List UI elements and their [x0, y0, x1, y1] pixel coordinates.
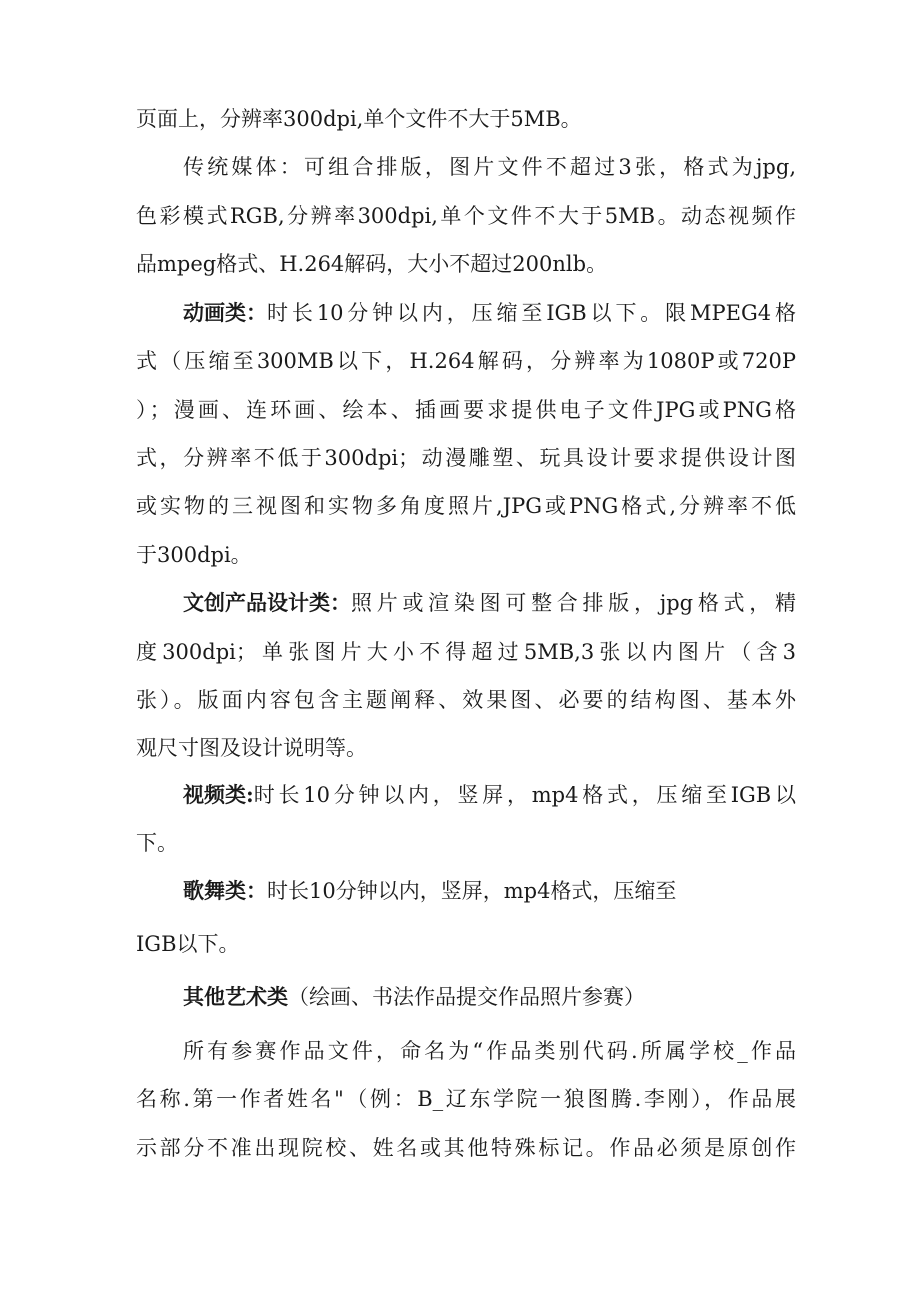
text-line: IGB以下。: [136, 932, 240, 956]
paragraph-other-first-line: [183, 982, 796, 1012]
section-heading-other: 其他艺术类: [183, 984, 288, 1009]
section-heading-cultural: 文创产品设计类：: [183, 590, 351, 615]
paragraph-video-first-line: [183, 780, 796, 810]
text-line: 所有参赛作品文件，命名为“作品类别代码.所属学校_作品: [183, 1039, 796, 1063]
text-line: 色彩模式RGB,分辨率300dpi,单个文件不大于5MB。动态视频作: [136, 204, 796, 228]
text-line: 传统媒体：可组合排版，图片文件不超过3张，格式为jpg,: [183, 155, 796, 179]
section-heading-video: 视频类:: [183, 782, 254, 807]
paragraph-dance-first-line: [183, 876, 743, 906]
paragraph-animation-first-line: [183, 298, 796, 328]
section-heading-dance: 歌舞类：: [183, 878, 267, 903]
text-line: 名称.第一作者姓名"（例：B_辽东学院一狼图腾.李刚），作品展: [136, 1087, 796, 1111]
text-line: 品mpeg格式、H.264解码，大小不超过200nlb。: [136, 252, 608, 276]
text-line: 示部分不准出现院校、姓名或其他特殊标记。作品必须是原创作: [136, 1136, 796, 1160]
text-line: 式，分辨率不低于300dpi；动漫雕塑、玩具设计要求提供设计图: [136, 446, 796, 470]
text-line: 时长10分钟以内，压缩至IGB以下。限MPEG4格: [267, 301, 796, 325]
text-line: 张）。版面内容包含主题阐释、效果图、必要的结构图、基本外: [136, 688, 796, 712]
text-line: 观尺寸图及设计说明等。: [136, 736, 367, 760]
paragraph-cultural-first-line: [183, 588, 796, 618]
text-line: 时长10分钟以内，竖屏，mp4格式，压缩至IGB以: [253, 783, 796, 807]
text-line: 于300dpi。: [136, 543, 252, 567]
text-line: 页面上，分辨率300dpi,单个文件不大于5MB。: [136, 107, 582, 131]
text-line: 度300dpi；单张图片大小不得超过5MB,3张以内图片（含3: [136, 640, 796, 664]
text-line: 式（压缩至300MB以下，H.264解码，分辨率为1080P或720P: [136, 349, 796, 373]
text-line: 时长10分钟以内，竖屏，mp4格式，压缩至: [267, 879, 677, 903]
text-line: 或实物的三视图和实物多角度照片,JPG或PNG格式,分辨率不低: [136, 494, 796, 518]
section-heading-animation: 动画类：: [183, 300, 267, 325]
text-line: （绘画、书法作品提交作品照片参赛）: [288, 985, 645, 1009]
text-line: ）；漫画、连环画、绘本、插画要求提供电子文件JPG或PNG格: [136, 398, 796, 422]
text-line: 照片或渲染图可整合排版，jpg格式，精: [351, 591, 796, 615]
text-line: 下。: [136, 831, 178, 855]
